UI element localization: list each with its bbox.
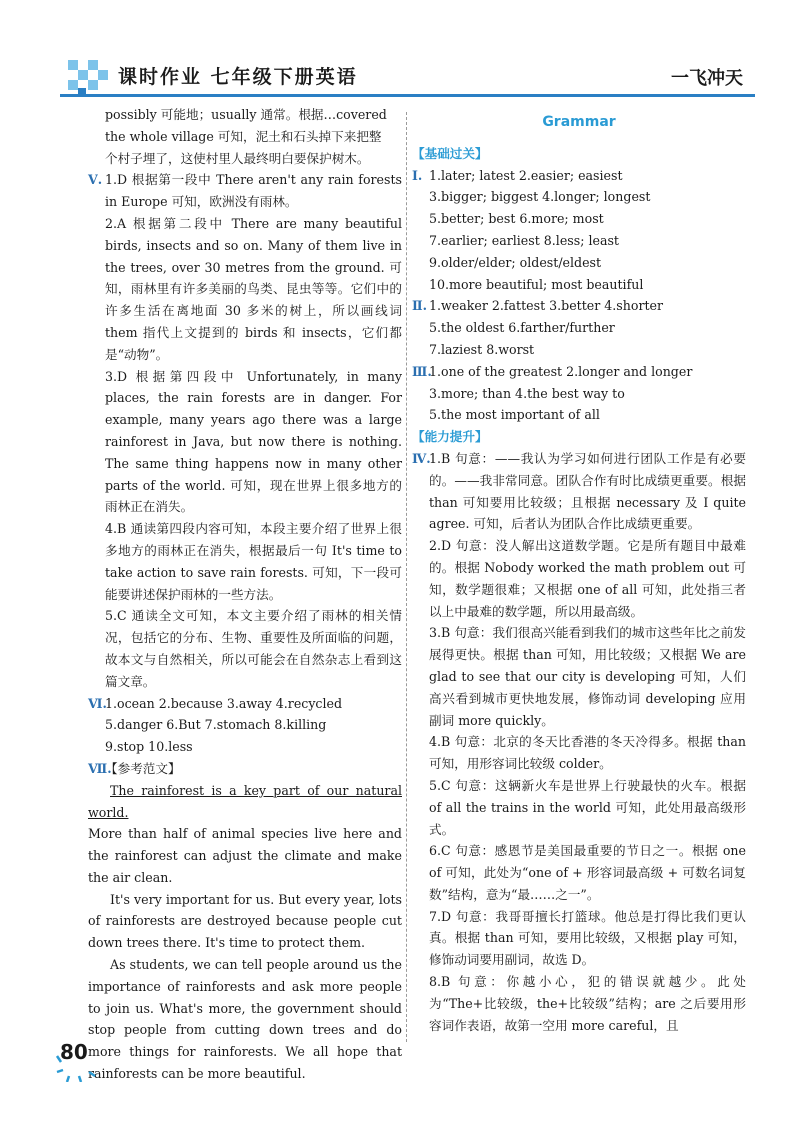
answer-item: 7.D 句意：我哥哥擅长打篮球。他总是打得比我们更认真。根据 than 可知，要用比较级，又根据 play 可知，修饰动词要用副词，故选 D。 [429, 908, 746, 968]
section-ii [412, 295, 746, 317]
continuation-line: possibly 可能地；usually 通常。根据…covered [105, 107, 387, 122]
i-line: 3.bigger; biggest 4.longer; longest [429, 189, 651, 205]
checker-logo-icon [68, 60, 112, 98]
vi-line: 1.ocean 2.because 3.away 4.recycled [105, 695, 343, 711]
i-line: 7.earlier; earliest 8.less; least [429, 232, 619, 248]
page-number: 80 [60, 1040, 88, 1064]
section-vi [88, 693, 402, 715]
i-line: 9.older/elder; oldest/eldest [429, 254, 602, 270]
i-line: 5.better; best 6.more; most [429, 211, 604, 227]
iii-line: 1.one of the greatest 2.longer and longer [429, 363, 693, 379]
section-v-label: Ⅴ. [88, 172, 103, 188]
essay-title: The rainforest is a key part of our natural world. [88, 782, 402, 820]
ii-line: 1.weaker 2.fattest 3.better 4.shorter [429, 298, 664, 314]
reference-essay-heading: 【参考范文】 [105, 760, 181, 776]
section-iv-label: Ⅳ. [412, 450, 431, 466]
answer-item: 3.D 根据第四段中 Unfortunately, in many places, the rain forests are in danger. For example, many years ago there was a large rainforest in Java, but now there is nothing. The same thing happens now in many other parts of the world. 可知，现在世界上很多地方的雨林正在消失。 [105, 368, 402, 515]
answer-item: 5.C 句意：这辆新火车是世界上行驶最快的火车。根据 of all the trains in the world 可知，此处用最高级形式。 [429, 777, 746, 837]
iii-line: 5.the most important of all [429, 407, 600, 423]
answer-item: 4.B 通读第四段内容可知，本段主要介绍了世界上很多地方的雨林正在消失，根据最后一句 It's time to take action to save rain forests. 可知，下一段可能要讲述保护雨林的一些方法。 [105, 521, 402, 602]
column-divider [406, 112, 407, 1042]
answer-item: 4.B 句意：北京的冬天比香港的冬天冷得多。根据 than 可知，用形容词比较级 colder。 [429, 734, 746, 772]
iii-line: 3.more; than 4.the best way to [429, 385, 625, 401]
essay-paragraph-3: As students, we can tell people around us the importance of rainforests and ask more people to join us. What's more, the government should stop people from cutting down trees and do more things for rainforests. We all hope that rainforests can be more beautiful. [88, 957, 402, 1082]
section-i-label: Ⅰ. [412, 167, 423, 183]
section-iii [412, 361, 746, 383]
essay-paragraph-2: It's very important for us. But every year, lots of rainforests are destroyed because people cut down trees there. It's time to protect them. [88, 891, 402, 951]
section-ii-label: Ⅱ. [412, 298, 427, 314]
ii-line: 5.the oldest 6.farther/further [429, 320, 615, 336]
basic-heading: 【基础过关】 [412, 145, 488, 161]
answer-item: 2.A 根据第二段中 There are many beautiful birds, insects and so on. Many of them live in the trees, over 30 metres from the ground. 可知，雨林里有许多美丽的鸟类、昆虫等等。它们中的许多生活在离地面 30 多米的树上，所以画线词 them 指代上文提到的 birds 和 insects，它们都是“动物”。 [105, 215, 402, 362]
right-column [412, 112, 746, 1036]
answer-item: 3.B 句意：我们很高兴能看到我们的城市这些年比之前发展得更快。根据 than 可知，用比较级；又根据 We are glad to see that our city is developing 可知，人们高兴看到城市更快地发展，修饰动词 developing 应用副词 more quickly。 [429, 625, 746, 728]
i-line: 10.more beautiful; most beautiful [429, 276, 644, 292]
vi-line: 9.stop 10.less [105, 739, 193, 755]
ability-heading: 【能力提升】 [412, 429, 488, 445]
answer-item: 6.C 句意：感恩节是美国最重要的节日之一。根据 one of 可知，此处为“one of + 形容词最高级 + 可数名词复数”结构，意为“最……之一”。 [429, 843, 746, 902]
essay-paragraph-1: More than half of animal species live here and the rainforest can adjust the climate and make the air clean. [88, 826, 402, 885]
i-line: 1.later; latest 2.easier; easiest [429, 167, 623, 183]
vi-line: 5.danger 6.But 7.stomach 8.killing [105, 717, 327, 733]
page-header [60, 60, 755, 104]
ii-line: 7.laziest 8.worst [429, 341, 535, 357]
section-i [412, 165, 746, 187]
section-iii-label: Ⅲ. [412, 363, 432, 379]
section-iv-item-1 [412, 448, 746, 535]
continuation-line: the whole village 可知，泥土和石头掉下来把整 [105, 128, 382, 144]
answer-text: 1.B 句意：——我认为学习如何进行团队工作是有必要的。——我非常同意。团队合作有时比成绩更重要。根据 than 可知要用比较级；且根据 necessary 及 I quite agree. 可知，后者认为团队合作比成绩更重要。 [429, 450, 746, 532]
answer-item: 8.B 句意：你越小心，犯的错误就越少。此处为“The+比较级，the+比较级”结构；are 之后要用形容词作表语，故第一空用 more careful，且 [429, 974, 746, 1033]
section-vii [88, 758, 402, 780]
header-title: 课时作业 七年级下册英语 [118, 66, 358, 88]
grammar-section-title: Grammar [542, 114, 616, 130]
section-vi-label: Ⅵ. [88, 695, 107, 711]
left-column [88, 104, 402, 1085]
answer-text: 1.D 根据第一段中 There aren't any rain forests in Europe 可知，欧洲没有雨林。 [105, 172, 402, 210]
section-v-item-1 [88, 169, 402, 213]
answer-item: 2.D 句意：没人解出这道数学题。它是所有题目中最难的。根据 Nobody worked the math problem out 可知，数学题很难；又根据 one of all 可知，此处指三者以上中最难的数学题，所以用最高级。 [429, 538, 746, 619]
answer-item: 5.C 通读全文可知，本文主要介绍了雨林的相关情况，包括它的分布、生物、重要性及所面临的问题，故本文与自然相关，所以可能会在自然杂志上看到这篇文章。 [105, 608, 402, 689]
header-brand: 一飞冲天 [671, 68, 743, 89]
header-rule [60, 94, 755, 97]
section-vii-label: Ⅶ. [88, 760, 112, 776]
continuation-line: 个村子埋了，这使村里人最终明白要保护树木。 [105, 150, 370, 166]
